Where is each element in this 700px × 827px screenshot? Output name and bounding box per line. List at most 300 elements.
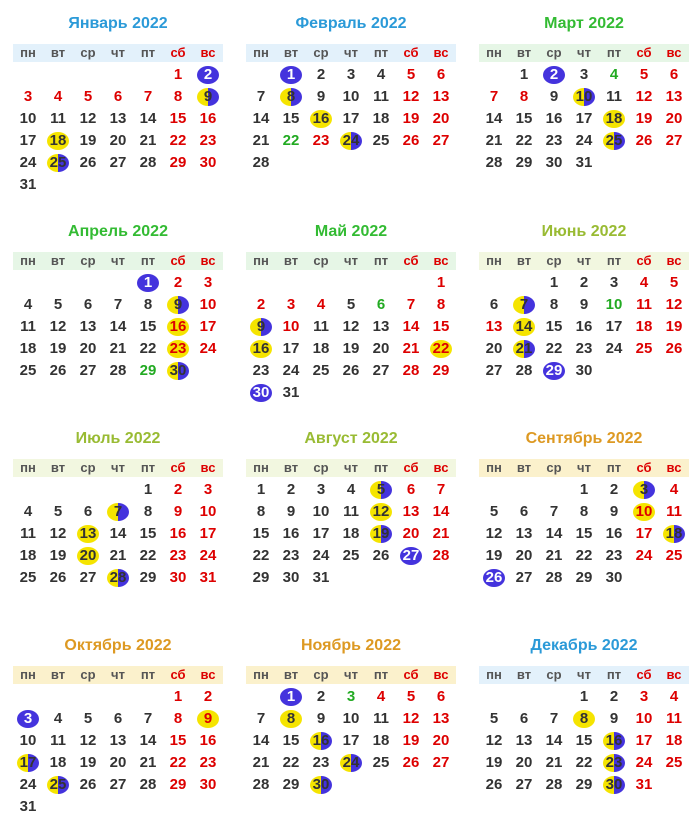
day-cell[interactable]	[306, 64, 336, 86]
day-cell[interactable]	[659, 686, 689, 708]
day-cell[interactable]	[396, 686, 426, 708]
day-cell[interactable]	[539, 523, 569, 545]
day-cell[interactable]	[73, 294, 103, 316]
day-cell[interactable]	[366, 316, 396, 338]
day-cell[interactable]	[509, 130, 539, 152]
day-cell[interactable]	[599, 567, 629, 589]
day-cell[interactable]	[163, 479, 193, 501]
day-cell[interactable]	[509, 708, 539, 730]
day-cell[interactable]	[43, 567, 73, 589]
day-cell[interactable]	[569, 108, 599, 130]
day-cell[interactable]	[599, 545, 629, 567]
day-cell[interactable]	[479, 152, 509, 174]
day-cell[interactable]	[599, 294, 629, 316]
day-cell[interactable]	[73, 108, 103, 130]
day-cell[interactable]	[246, 730, 276, 752]
day-cell[interactable]	[479, 338, 509, 360]
day-cell[interactable]	[193, 523, 223, 545]
day-cell[interactable]	[479, 108, 509, 130]
day-cell[interactable]	[13, 338, 43, 360]
day-cell[interactable]	[599, 523, 629, 545]
day-cell[interactable]	[629, 86, 659, 108]
day-cell[interactable]	[336, 86, 366, 108]
day-cell[interactable]	[103, 294, 133, 316]
day-cell[interactable]	[73, 774, 103, 796]
day-cell[interactable]	[479, 130, 509, 152]
day-cell[interactable]	[539, 294, 569, 316]
day-cell[interactable]	[13, 130, 43, 152]
day-cell[interactable]	[479, 567, 509, 589]
day-cell[interactable]	[629, 479, 659, 501]
day-cell[interactable]	[659, 338, 689, 360]
day-cell[interactable]	[133, 294, 163, 316]
day-cell[interactable]	[509, 730, 539, 752]
day-cell[interactable]	[629, 523, 659, 545]
day-cell[interactable]	[276, 501, 306, 523]
day-cell[interactable]	[193, 730, 223, 752]
day-cell[interactable]	[539, 64, 569, 86]
day-cell[interactable]	[629, 108, 659, 130]
day-cell[interactable]	[133, 501, 163, 523]
day-cell[interactable]	[13, 567, 43, 589]
day-cell[interactable]	[13, 752, 43, 774]
day-cell[interactable]	[539, 501, 569, 523]
day-cell[interactable]	[336, 708, 366, 730]
day-cell[interactable]	[539, 338, 569, 360]
day-cell[interactable]	[396, 294, 426, 316]
day-cell[interactable]	[659, 316, 689, 338]
day-cell[interactable]	[629, 64, 659, 86]
day-cell[interactable]	[509, 316, 539, 338]
day-cell[interactable]	[163, 523, 193, 545]
day-cell[interactable]	[426, 360, 456, 382]
day-cell[interactable]	[569, 545, 599, 567]
day-cell[interactable]	[479, 523, 509, 545]
day-cell[interactable]	[73, 523, 103, 545]
day-cell[interactable]	[306, 774, 336, 796]
day-cell[interactable]	[629, 774, 659, 796]
day-cell[interactable]	[73, 130, 103, 152]
day-cell[interactable]	[276, 316, 306, 338]
day-cell[interactable]	[629, 730, 659, 752]
day-cell[interactable]	[599, 86, 629, 108]
day-cell[interactable]	[103, 523, 133, 545]
day-cell[interactable]	[103, 501, 133, 523]
day-cell[interactable]	[336, 130, 366, 152]
day-cell[interactable]	[336, 294, 366, 316]
day-cell[interactable]	[193, 752, 223, 774]
day-cell[interactable]	[73, 316, 103, 338]
day-cell[interactable]	[336, 686, 366, 708]
day-cell[interactable]	[306, 501, 336, 523]
day-cell[interactable]	[396, 708, 426, 730]
day-cell[interactable]	[276, 523, 306, 545]
day-cell[interactable]	[629, 752, 659, 774]
day-cell[interactable]	[629, 338, 659, 360]
day-cell[interactable]	[479, 708, 509, 730]
day-cell[interactable]	[246, 316, 276, 338]
day-cell[interactable]	[569, 774, 599, 796]
day-cell[interactable]	[246, 294, 276, 316]
day-cell[interactable]	[366, 360, 396, 382]
day-cell[interactable]	[479, 360, 509, 382]
day-cell[interactable]	[366, 479, 396, 501]
day-cell[interactable]	[426, 501, 456, 523]
day-cell[interactable]	[13, 501, 43, 523]
day-cell[interactable]	[13, 708, 43, 730]
day-cell[interactable]	[13, 730, 43, 752]
day-cell[interactable]	[509, 338, 539, 360]
day-cell[interactable]	[276, 567, 306, 589]
day-cell[interactable]	[396, 130, 426, 152]
day-cell[interactable]	[509, 360, 539, 382]
day-cell[interactable]	[163, 708, 193, 730]
day-cell[interactable]	[103, 730, 133, 752]
day-cell[interactable]	[193, 545, 223, 567]
day-cell[interactable]	[396, 545, 426, 567]
day-cell[interactable]	[163, 774, 193, 796]
day-cell[interactable]	[13, 523, 43, 545]
day-cell[interactable]	[479, 545, 509, 567]
day-cell[interactable]	[569, 567, 599, 589]
day-cell[interactable]	[276, 130, 306, 152]
day-cell[interactable]	[193, 686, 223, 708]
day-cell[interactable]	[599, 316, 629, 338]
day-cell[interactable]	[43, 316, 73, 338]
day-cell[interactable]	[103, 338, 133, 360]
day-cell[interactable]	[193, 501, 223, 523]
day-cell[interactable]	[659, 272, 689, 294]
day-cell[interactable]	[73, 545, 103, 567]
day-cell[interactable]	[366, 64, 396, 86]
day-cell[interactable]	[479, 316, 509, 338]
day-cell[interactable]	[306, 545, 336, 567]
day-cell[interactable]	[509, 64, 539, 86]
day-cell[interactable]	[539, 316, 569, 338]
day-cell[interactable]	[103, 567, 133, 589]
day-cell[interactable]	[43, 130, 73, 152]
day-cell[interactable]	[599, 752, 629, 774]
day-cell[interactable]	[509, 108, 539, 130]
day-cell[interactable]	[426, 752, 456, 774]
day-cell[interactable]	[193, 567, 223, 589]
day-cell[interactable]	[163, 64, 193, 86]
day-cell[interactable]	[426, 686, 456, 708]
day-cell[interactable]	[599, 108, 629, 130]
day-cell[interactable]	[479, 774, 509, 796]
day-cell[interactable]	[133, 523, 163, 545]
day-cell[interactable]	[133, 272, 163, 294]
day-cell[interactable]	[569, 130, 599, 152]
day-cell[interactable]	[539, 567, 569, 589]
day-cell[interactable]	[246, 567, 276, 589]
day-cell[interactable]	[509, 752, 539, 774]
day-cell[interactable]	[276, 338, 306, 360]
day-cell[interactable]	[103, 774, 133, 796]
day-cell[interactable]	[629, 294, 659, 316]
day-cell[interactable]	[43, 545, 73, 567]
day-cell[interactable]	[569, 686, 599, 708]
day-cell[interactable]	[659, 130, 689, 152]
day-cell[interactable]	[509, 567, 539, 589]
day-cell[interactable]	[163, 108, 193, 130]
day-cell[interactable]	[396, 108, 426, 130]
day-cell[interactable]	[73, 360, 103, 382]
day-cell[interactable]	[246, 86, 276, 108]
day-cell[interactable]	[426, 316, 456, 338]
day-cell[interactable]	[163, 130, 193, 152]
day-cell[interactable]	[569, 64, 599, 86]
day-cell[interactable]	[659, 523, 689, 545]
day-cell[interactable]	[629, 686, 659, 708]
day-cell[interactable]	[426, 108, 456, 130]
day-cell[interactable]	[133, 152, 163, 174]
day-cell[interactable]	[163, 338, 193, 360]
day-cell[interactable]	[629, 501, 659, 523]
day-cell[interactable]	[276, 708, 306, 730]
day-cell[interactable]	[43, 708, 73, 730]
day-cell[interactable]	[629, 708, 659, 730]
day-cell[interactable]	[336, 501, 366, 523]
day-cell[interactable]	[426, 708, 456, 730]
day-cell[interactable]	[43, 294, 73, 316]
day-cell[interactable]	[509, 152, 539, 174]
day-cell[interactable]	[539, 730, 569, 752]
day-cell[interactable]	[193, 316, 223, 338]
day-cell[interactable]	[276, 752, 306, 774]
day-cell[interactable]	[133, 479, 163, 501]
day-cell[interactable]	[13, 545, 43, 567]
day-cell[interactable]	[133, 108, 163, 130]
day-cell[interactable]	[73, 338, 103, 360]
day-cell[interactable]	[396, 86, 426, 108]
day-cell[interactable]	[366, 730, 396, 752]
day-cell[interactable]	[569, 523, 599, 545]
day-cell[interactable]	[396, 316, 426, 338]
day-cell[interactable]	[163, 686, 193, 708]
day-cell[interactable]	[629, 545, 659, 567]
day-cell[interactable]	[103, 108, 133, 130]
day-cell[interactable]	[163, 152, 193, 174]
day-cell[interactable]	[569, 272, 599, 294]
day-cell[interactable]	[246, 338, 276, 360]
day-cell[interactable]	[659, 730, 689, 752]
day-cell[interactable]	[569, 86, 599, 108]
day-cell[interactable]	[103, 316, 133, 338]
day-cell[interactable]	[396, 501, 426, 523]
day-cell[interactable]	[43, 774, 73, 796]
day-cell[interactable]	[163, 567, 193, 589]
day-cell[interactable]	[659, 64, 689, 86]
day-cell[interactable]	[336, 479, 366, 501]
day-cell[interactable]	[13, 86, 43, 108]
day-cell[interactable]	[13, 108, 43, 130]
day-cell[interactable]	[396, 360, 426, 382]
day-cell[interactable]	[599, 479, 629, 501]
day-cell[interactable]	[246, 752, 276, 774]
day-cell[interactable]	[336, 316, 366, 338]
day-cell[interactable]	[193, 479, 223, 501]
day-cell[interactable]	[193, 108, 223, 130]
day-cell[interactable]	[659, 479, 689, 501]
day-cell[interactable]	[426, 272, 456, 294]
day-cell[interactable]	[509, 86, 539, 108]
day-cell[interactable]	[133, 316, 163, 338]
day-cell[interactable]	[246, 545, 276, 567]
day-cell[interactable]	[569, 294, 599, 316]
day-cell[interactable]	[366, 294, 396, 316]
day-cell[interactable]	[306, 523, 336, 545]
day-cell[interactable]	[246, 382, 276, 404]
day-cell[interactable]	[246, 108, 276, 130]
day-cell[interactable]	[396, 64, 426, 86]
day-cell[interactable]	[306, 730, 336, 752]
day-cell[interactable]	[276, 774, 306, 796]
day-cell[interactable]	[306, 567, 336, 589]
day-cell[interactable]	[426, 338, 456, 360]
day-cell[interactable]	[13, 174, 43, 196]
day-cell[interactable]	[246, 523, 276, 545]
day-cell[interactable]	[569, 316, 599, 338]
day-cell[interactable]	[509, 545, 539, 567]
day-cell[interactable]	[103, 752, 133, 774]
day-cell[interactable]	[306, 686, 336, 708]
day-cell[interactable]	[306, 108, 336, 130]
day-cell[interactable]	[13, 152, 43, 174]
day-cell[interactable]	[13, 316, 43, 338]
day-cell[interactable]	[569, 479, 599, 501]
day-cell[interactable]	[306, 130, 336, 152]
day-cell[interactable]	[396, 730, 426, 752]
day-cell[interactable]	[539, 545, 569, 567]
day-cell[interactable]	[306, 752, 336, 774]
day-cell[interactable]	[539, 86, 569, 108]
day-cell[interactable]	[599, 774, 629, 796]
day-cell[interactable]	[133, 545, 163, 567]
day-cell[interactable]	[509, 523, 539, 545]
day-cell[interactable]	[569, 152, 599, 174]
day-cell[interactable]	[163, 272, 193, 294]
day-cell[interactable]	[163, 316, 193, 338]
day-cell[interactable]	[43, 523, 73, 545]
day-cell[interactable]	[659, 86, 689, 108]
day-cell[interactable]	[163, 545, 193, 567]
day-cell[interactable]	[73, 501, 103, 523]
day-cell[interactable]	[569, 730, 599, 752]
day-cell[interactable]	[133, 360, 163, 382]
day-cell[interactable]	[569, 708, 599, 730]
day-cell[interactable]	[539, 360, 569, 382]
day-cell[interactable]	[336, 360, 366, 382]
day-cell[interactable]	[426, 545, 456, 567]
day-cell[interactable]	[366, 108, 396, 130]
day-cell[interactable]	[539, 108, 569, 130]
day-cell[interactable]	[366, 523, 396, 545]
day-cell[interactable]	[13, 360, 43, 382]
day-cell[interactable]	[629, 130, 659, 152]
day-cell[interactable]	[73, 708, 103, 730]
day-cell[interactable]	[569, 501, 599, 523]
day-cell[interactable]	[193, 774, 223, 796]
day-cell[interactable]	[599, 272, 629, 294]
day-cell[interactable]	[306, 316, 336, 338]
day-cell[interactable]	[479, 86, 509, 108]
day-cell[interactable]	[426, 523, 456, 545]
day-cell[interactable]	[163, 360, 193, 382]
day-cell[interactable]	[659, 501, 689, 523]
day-cell[interactable]	[539, 272, 569, 294]
day-cell[interactable]	[43, 152, 73, 174]
day-cell[interactable]	[276, 730, 306, 752]
day-cell[interactable]	[103, 708, 133, 730]
day-cell[interactable]	[366, 338, 396, 360]
day-cell[interactable]	[103, 130, 133, 152]
day-cell[interactable]	[599, 730, 629, 752]
day-cell[interactable]	[276, 108, 306, 130]
day-cell[interactable]	[43, 752, 73, 774]
day-cell[interactable]	[73, 752, 103, 774]
day-cell[interactable]	[276, 382, 306, 404]
day-cell[interactable]	[276, 479, 306, 501]
day-cell[interactable]	[569, 360, 599, 382]
day-cell[interactable]	[133, 708, 163, 730]
day-cell[interactable]	[426, 64, 456, 86]
day-cell[interactable]	[163, 86, 193, 108]
day-cell[interactable]	[133, 752, 163, 774]
day-cell[interactable]	[193, 64, 223, 86]
day-cell[interactable]	[43, 338, 73, 360]
day-cell[interactable]	[366, 501, 396, 523]
day-cell[interactable]	[336, 545, 366, 567]
day-cell[interactable]	[509, 774, 539, 796]
day-cell[interactable]	[306, 294, 336, 316]
day-cell[interactable]	[659, 108, 689, 130]
day-cell[interactable]	[396, 523, 426, 545]
day-cell[interactable]	[13, 796, 43, 818]
day-cell[interactable]	[426, 86, 456, 108]
day-cell[interactable]	[336, 523, 366, 545]
day-cell[interactable]	[103, 360, 133, 382]
day-cell[interactable]	[426, 479, 456, 501]
day-cell[interactable]	[306, 360, 336, 382]
day-cell[interactable]	[43, 501, 73, 523]
day-cell[interactable]	[336, 730, 366, 752]
day-cell[interactable]	[246, 708, 276, 730]
day-cell[interactable]	[336, 338, 366, 360]
day-cell[interactable]	[43, 86, 73, 108]
day-cell[interactable]	[659, 708, 689, 730]
day-cell[interactable]	[336, 108, 366, 130]
day-cell[interactable]	[13, 774, 43, 796]
day-cell[interactable]	[599, 338, 629, 360]
day-cell[interactable]	[396, 752, 426, 774]
day-cell[interactable]	[193, 338, 223, 360]
day-cell[interactable]	[366, 752, 396, 774]
day-cell[interactable]	[306, 86, 336, 108]
day-cell[interactable]	[629, 272, 659, 294]
day-cell[interactable]	[366, 545, 396, 567]
day-cell[interactable]	[479, 501, 509, 523]
day-cell[interactable]	[163, 294, 193, 316]
day-cell[interactable]	[103, 86, 133, 108]
day-cell[interactable]	[366, 130, 396, 152]
day-cell[interactable]	[133, 730, 163, 752]
day-cell[interactable]	[659, 752, 689, 774]
day-cell[interactable]	[73, 86, 103, 108]
day-cell[interactable]	[366, 708, 396, 730]
day-cell[interactable]	[426, 130, 456, 152]
day-cell[interactable]	[509, 294, 539, 316]
